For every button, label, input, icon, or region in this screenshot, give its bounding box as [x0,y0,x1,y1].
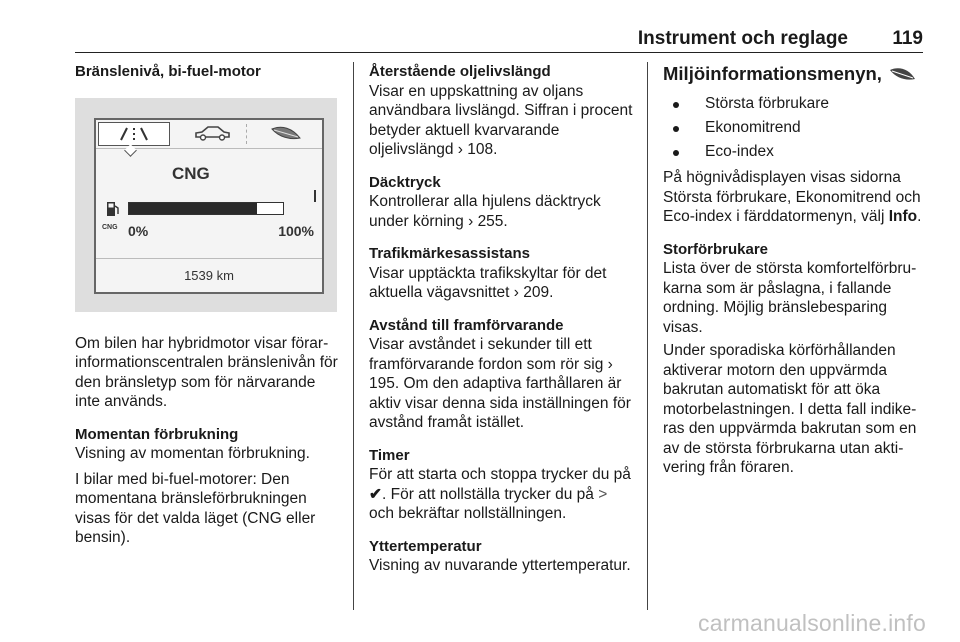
driver-info-display [94,118,324,294]
item-text-body: Visar avståndet i sekunder till ett framförvarande fordon som rör sig [369,336,608,373]
odometer-readout: 1539 km [184,267,234,283]
item-title: Återstående oljelivslängd [369,63,551,80]
paragraph-hybrid: Om bilen har hybridmotor visar förarinformationscentralen bränslenivån för den bränsletyp som för närvarande inte används. [75,334,338,410]
fuel-type-label: CNG [172,163,210,183]
fuel-pump-icon [106,200,120,218]
item-title: Trafikmärkesassistans [369,245,530,262]
column-divider-2 [647,62,648,610]
chevron-right-icon: > [598,485,608,503]
subsection-text: Lista över de största komfortelförbrukarna som är påslagna, i fallande ordning. Möjlig bränslebesparing visas. [663,260,917,336]
page-ref: 195. [369,375,400,392]
eco-leaf-icon [252,122,318,144]
fuel-display-figure [75,98,337,312]
paragraph-rear-window: Under sporadiska körförhållanden aktiverar motorn den uppvärmda bakrutan automatiskt för att öka motorbelastningen. I detta fall indikeras den uppvärmda bakrutan som en av de största förbrukarna utan aktivering från föraren. [663,342,917,476]
section-title-text: Miljöinformationsmenyn, [663,63,882,84]
timer-text-c: och bekräftar nollställningen. [369,505,567,522]
item-text-body: Visar upptäckta trafikskyltar för det aktuella vägavsnittet [369,264,607,301]
eco-pages-list [663,92,927,164]
subsection-text: Visning av momentan förbrukning. [75,445,310,462]
item-tire-pressure [369,173,635,232]
item-title: Avstånd till framförvarande [369,316,564,334]
checkmark-icon: ✔ [369,485,382,503]
tab-eco [252,122,318,144]
paragraph-high-level [663,168,927,227]
item-text [369,82,635,160]
page-ref: 255. [477,212,508,230]
item-text-body: Visar en uppskattning av oljans användbara livslängd. Siffran i procent betyder aktuell kvarvarande oljelivslängd [369,82,633,158]
item-title: Däcktryck [369,173,441,191]
trip-icon [99,123,169,145]
paragraph-text: På högnivådisplayen visas sidorna Största förbrukare, Ekonomitrend och Eco-index i färddatormenyn, välj [663,169,921,225]
item-text [369,264,635,303]
item-text: Visning av nuvarande yttertemperatur. [369,557,631,574]
page-ref-arrow-icon: › [607,355,613,373]
item-title: Timer [369,446,410,464]
item-title: Yttertemperatur [369,537,482,555]
fuel-level-fill [129,203,257,214]
item-outside-temp [369,537,635,576]
watermark: carmanualsonline.info [698,610,926,636]
page-ref: 108. [467,141,498,158]
header-rule [75,52,923,53]
column-divider-1 [353,62,354,610]
section-title-eco-menu [663,62,927,86]
page-header [0,0,960,56]
tab-trip [98,122,170,146]
page-ref-arrow-icon: › [457,141,468,158]
info-label: Info [888,208,918,225]
list-item: Ekonomitrend [663,116,927,140]
section-heading-fuel-level: Bränslenivå, bi-fuel-motor [75,63,261,80]
min-label: 0% [128,222,149,239]
item-traffic-sign [369,244,635,303]
subsection-momentary [75,425,339,464]
page-ref-arrow-icon: › [468,212,478,230]
item-following-distance [369,316,635,433]
paragraph-end: . [917,208,922,225]
level-marker [314,190,316,202]
fuel-icon-label: CNG [102,223,118,231]
list-item: Största förbrukare [663,92,927,116]
page-ref-arrow-icon: › [513,284,524,301]
item-text-body: Kontrollerar alla hjulens däcktryck under körning [369,193,601,230]
item-text [369,192,635,231]
tab-separator [246,124,248,144]
list-item: Eco-index [663,140,927,164]
subsection-major-consumers [663,240,927,338]
page-ref: 209. [523,284,554,301]
item-text-tail: Om den adaptiva farthållaren är aktiv visar denna sida inställningen för avstånd framåt istället. [369,375,631,431]
column-1 [75,62,339,561]
car-icon [182,122,242,144]
max-label: 100% [278,222,314,239]
page-number: 119 [892,28,923,49]
subsection-title: Storförbrukare [663,240,769,258]
item-text [369,465,635,524]
subsection-title: Momentan förbrukning [75,425,239,443]
tab-vehicle [182,122,242,144]
column-2 [369,62,635,589]
timer-text-a: För att starta och stoppa trycker du på [369,466,631,483]
timer-text-b: . För att nollställa trycker du på [382,485,599,503]
display-divider [96,258,322,259]
header-title: Instrument och reglage [637,28,848,49]
item-text [369,335,635,433]
paragraph-bifuel: I bilar med bi-fuel-motorer: Den momentana bränsleförbrukningen visas för det valda läget (CNG eller bensin). [75,470,316,546]
eco-leaf-icon [887,66,917,82]
fuel-level-bar [128,202,284,215]
item-oil-life [369,62,635,160]
column-3 [663,62,927,491]
item-timer [369,446,635,524]
